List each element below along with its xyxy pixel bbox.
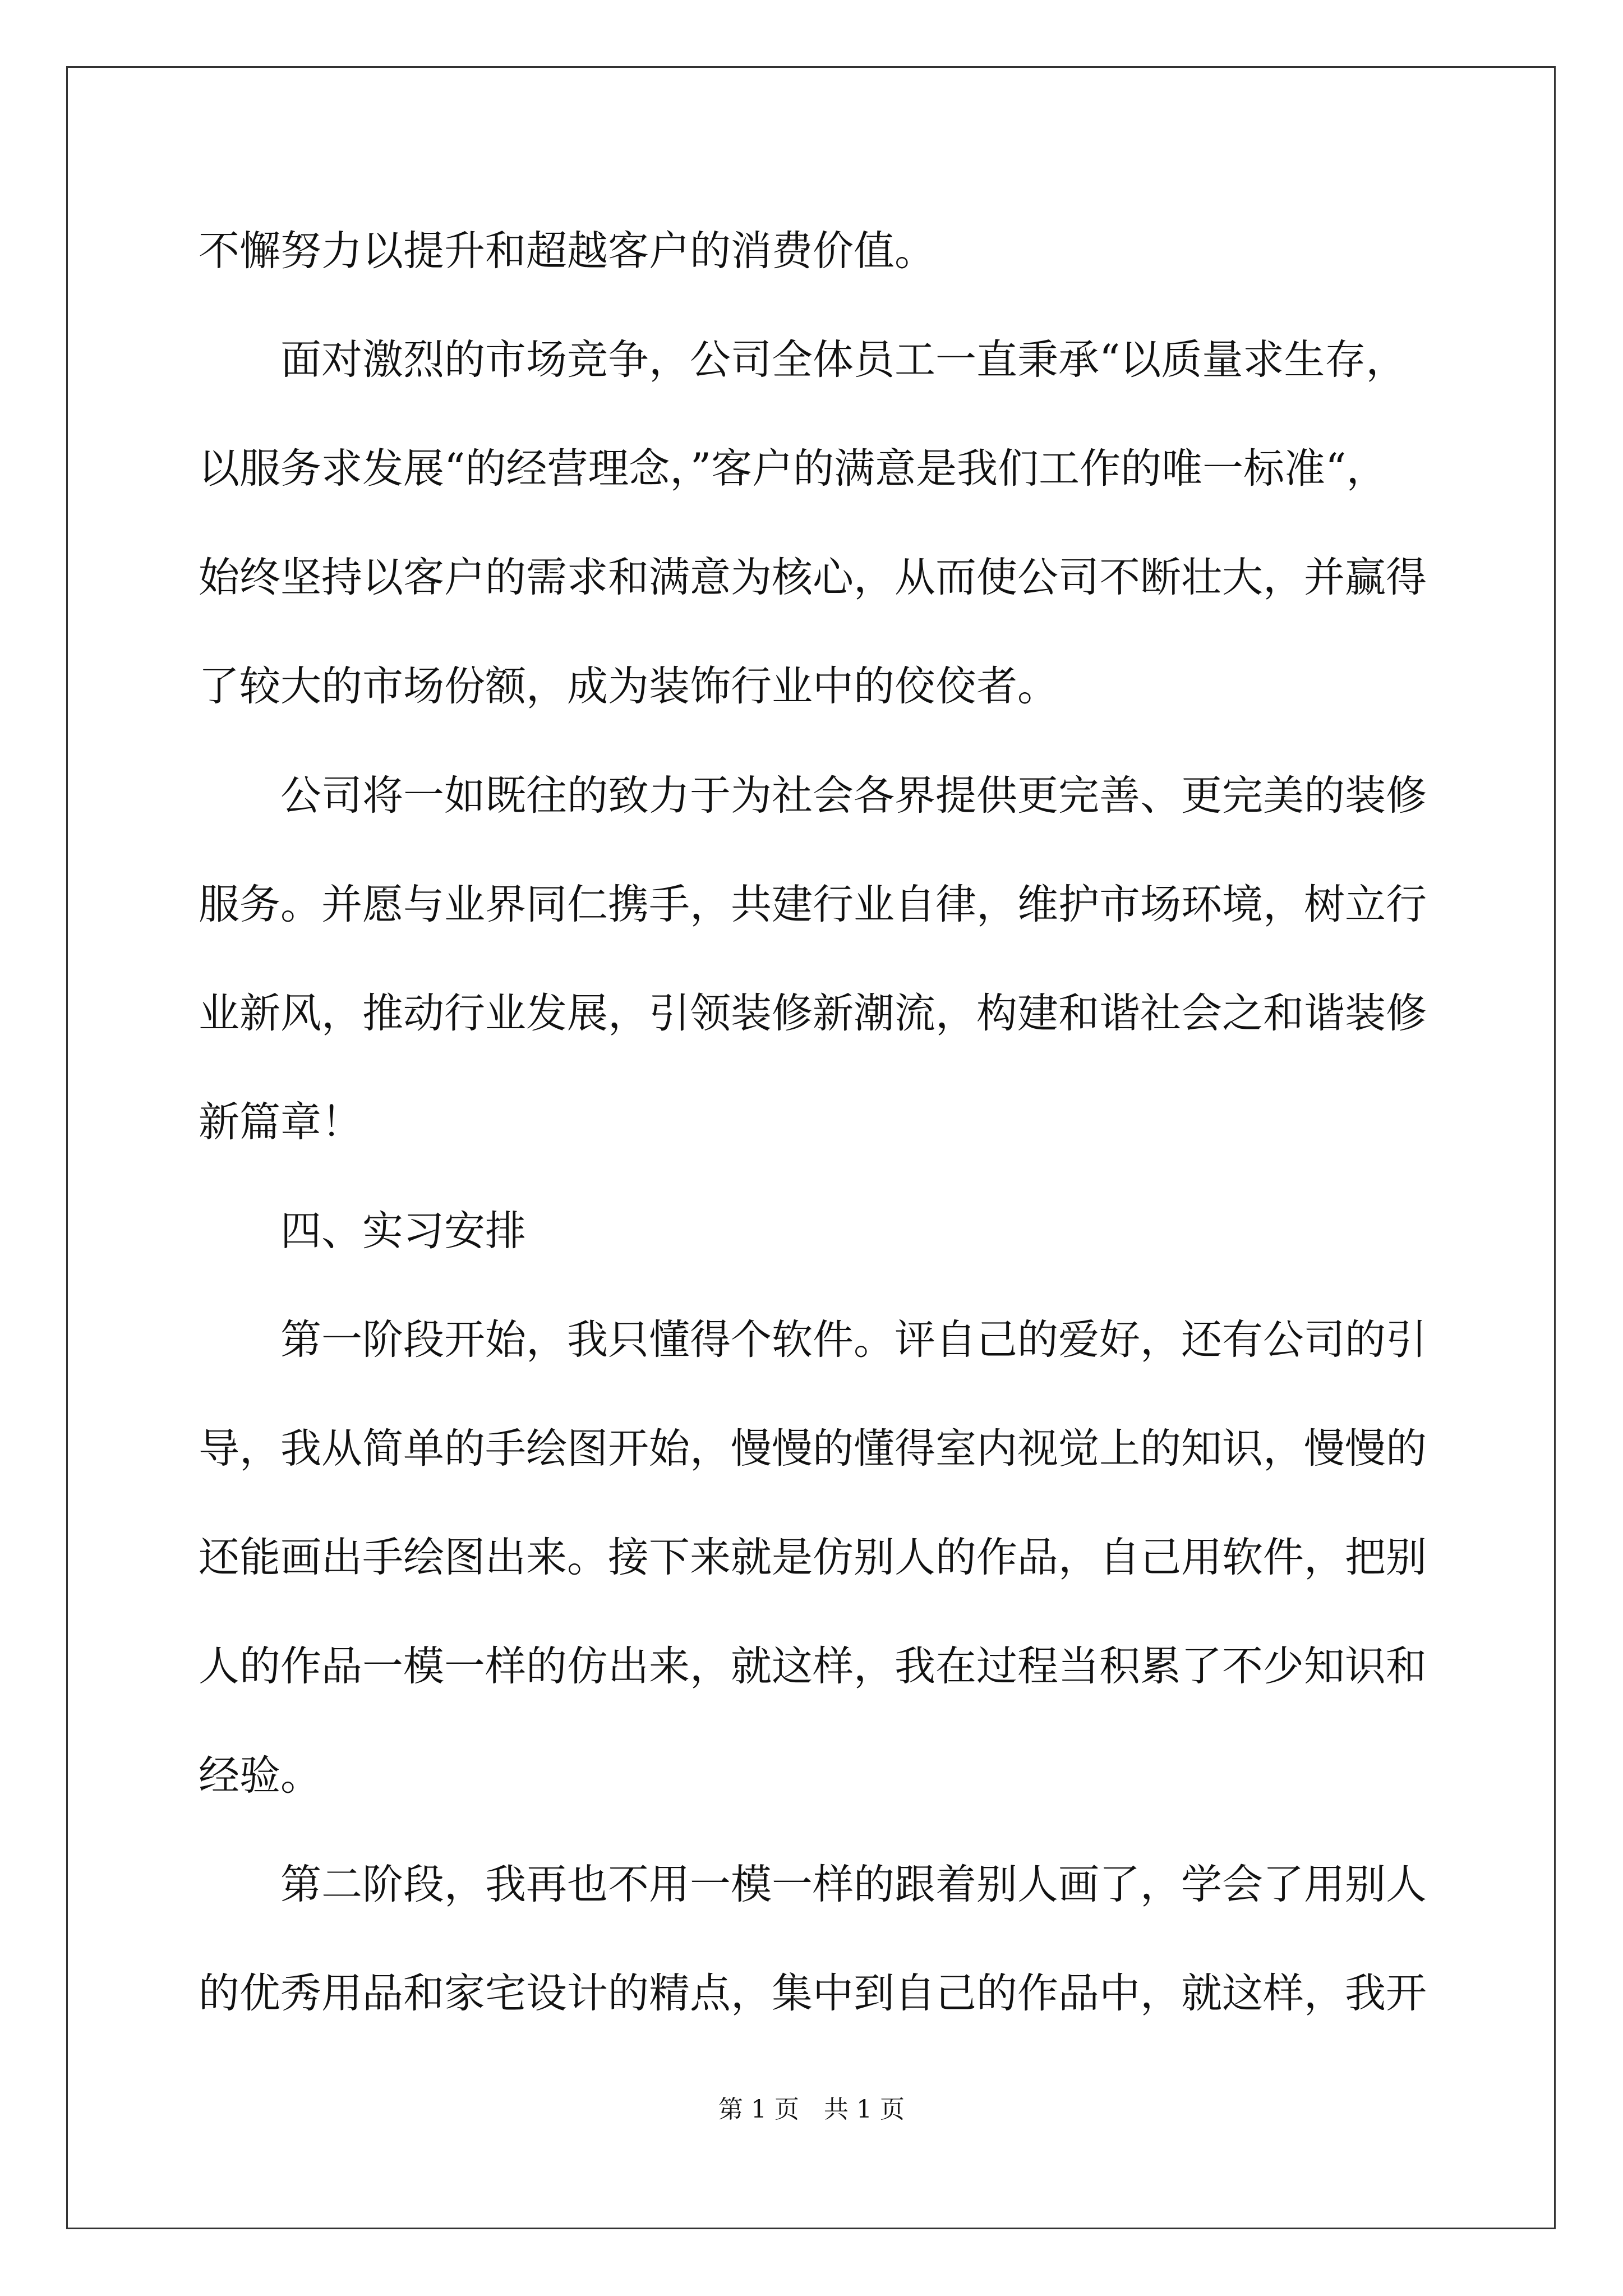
paragraph-line: 的优秀用品和家宅设计的精点，集中到自己的作品中，就这样，我开: [199, 1970, 1427, 2017]
paragraph-line: 人的作品一模一样的仿出来，就这样，我在过程当积累了不少知识和: [199, 1642, 1427, 1690]
paragraph-line: 面对激烈的市场竞争，公司全体员工一直秉承“以质量求生存，: [280, 336, 1407, 384]
paragraph-line: 业新风，推动行业发展，引领装修新潮流，构建和谐社会之和谐装修: [199, 990, 1427, 1037]
paragraph-line: 不懈努力以提升和超越客户的消费价值。: [199, 227, 935, 275]
page-number: 第 1 页 共 1 页: [718, 2095, 905, 2124]
paragraph-line: 新篇章！: [199, 1098, 362, 1146]
paragraph-line: 导，我从简单的手绘图开始，慢慢的懂得室内视觉上的知识，慢慢的: [199, 1425, 1427, 1473]
paragraph-line: 了较大的市场份额，成为装饰行业中的佼佼者。: [199, 662, 1058, 710]
paragraph-line: 经验。: [199, 1752, 321, 1800]
paragraph-line: 始终坚持以客户的需求和满意为核心，从而使公司不断壮大，并赢得: [199, 554, 1427, 601]
paragraph-line: 以服务求发展“的经营理念，”客户的满意是我们工作的唯一标准“，: [199, 445, 1387, 493]
paragraph-line: 第一阶段开始，我只懂得个软件。评自己的爱好，还有公司的引: [280, 1316, 1427, 1364]
section-heading: 四、实习安排: [280, 1207, 526, 1255]
paragraph-line: 服务。并愿与业界同仁携手，共建行业自律，维护市场环境，树立行: [199, 881, 1427, 928]
paragraph-line: 公司将一如既往的致力于为社会各界提供更完善、更完美的装修: [280, 772, 1427, 820]
paragraph-line: 第二阶段，我再也不用一模一样的跟着别人画了，学会了用别人: [280, 1861, 1427, 1908]
paragraph-line: 还能画出手绘图出来。接下来就是仿别人的作品，自己用软件，把别: [199, 1534, 1427, 1581]
